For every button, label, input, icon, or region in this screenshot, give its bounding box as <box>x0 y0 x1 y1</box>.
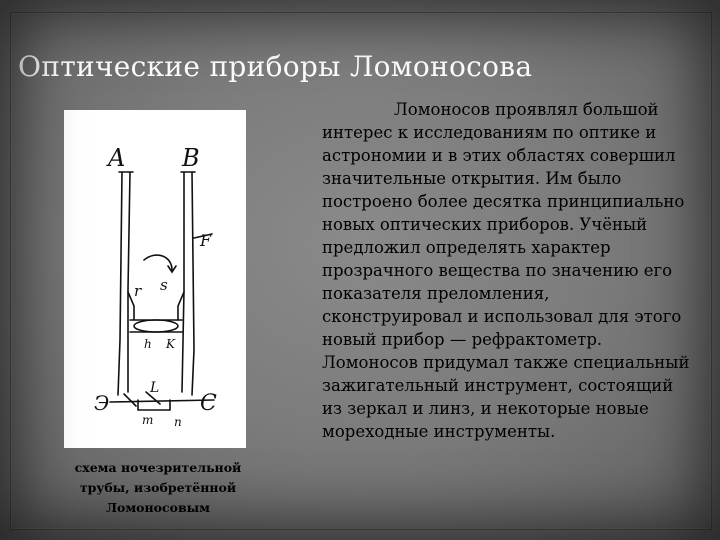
sketch-label-h: h <box>144 337 152 351</box>
slide-title: Оптические приборы Ломоносова <box>18 50 533 83</box>
right-tube-inner-line <box>182 172 184 392</box>
sketch-label-r: r <box>134 282 142 300</box>
sketch-label-c: C <box>200 391 217 416</box>
right-tube-outer-line <box>192 172 194 395</box>
left-tube-inner-line <box>128 172 130 392</box>
description-paragraph: Ломоносов проявлял большой интерес к исследованиям по оптике и астрономии и в этих областях совершил значительные открытия. Им было построено более десятка принципиально новых оптических приборов. Учёный предложил определять характер прозрачного вещества по значению его показателя преломления, сконструировал и использовал для этого новый прибор — рефрактометр. Ломоносов придумал также специальный зажигательный инструмент, состоящий из зеркал и линз, и некоторые новые мореходные инструменты. <box>322 100 690 441</box>
sketch-label-n: n <box>174 415 182 429</box>
sketch-label-l: L <box>150 380 160 396</box>
left-tube-outer-line <box>118 172 122 395</box>
base-line <box>110 400 214 402</box>
sketch-label-k: K <box>166 337 175 351</box>
telescope-sketch-drawing <box>64 110 246 448</box>
sketch-label-f: F <box>200 231 212 250</box>
sketch-label-m: m <box>142 413 154 427</box>
lens-shape <box>134 320 178 332</box>
sketch-label-e: Э <box>94 391 110 415</box>
telescope-sketch-image <box>64 110 246 448</box>
sketch-label-b: B <box>182 144 200 172</box>
light-path-arc <box>144 255 172 270</box>
sketch-label-a: A <box>108 144 126 172</box>
sketch-label-s: s <box>160 276 168 294</box>
figure-caption: схема ночезрительной трубы, изобретённой Ломоносовым <box>74 460 242 515</box>
